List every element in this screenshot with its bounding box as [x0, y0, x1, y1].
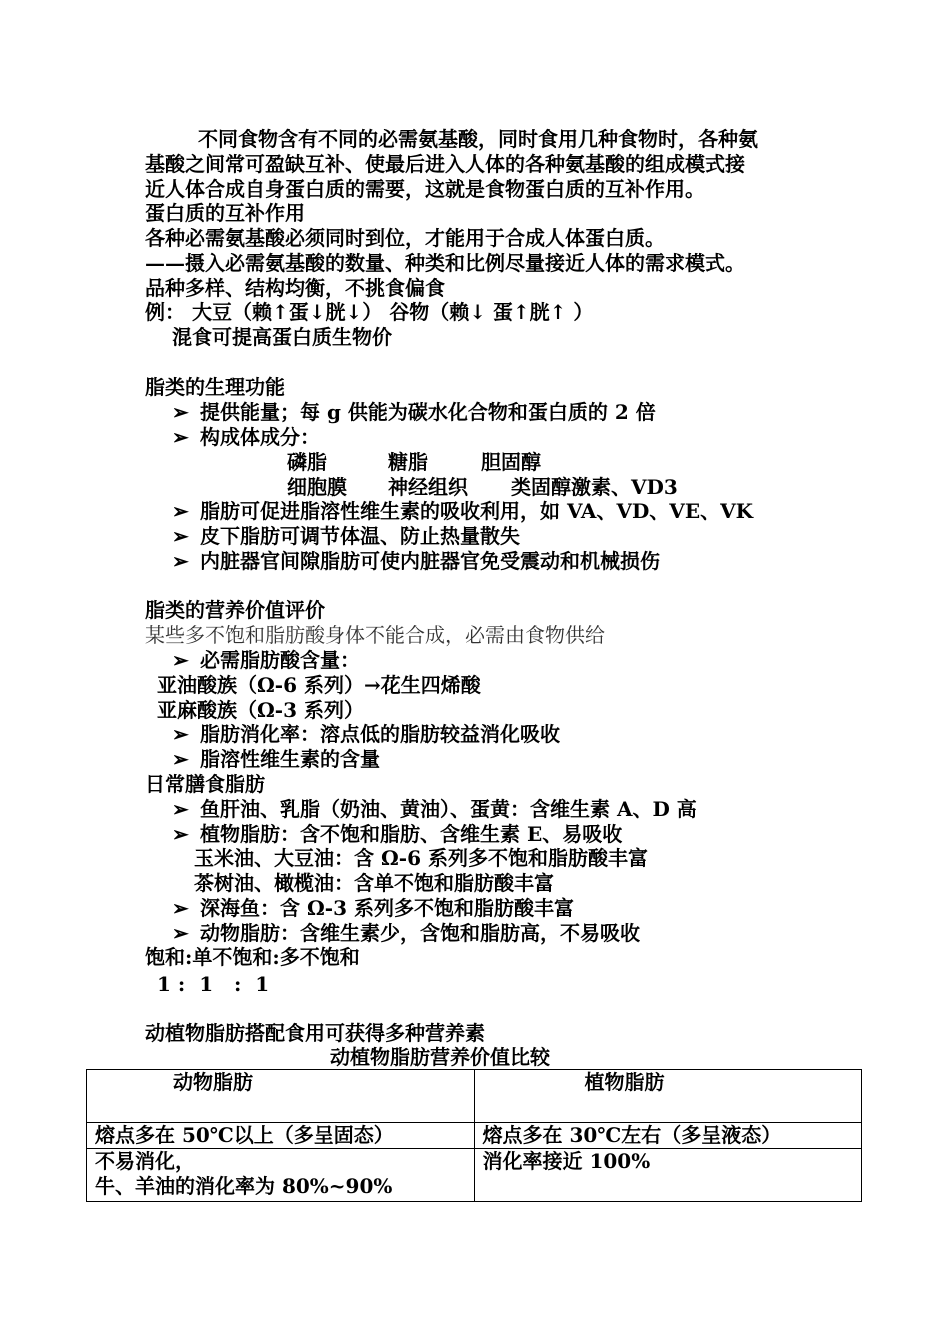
lipid-function-item: ➢ 构成体成分： [172, 425, 320, 449]
omega6-line: 亚油酸族（Ω-6 系列）→花生四烯酸 [157, 673, 481, 697]
component-cholesterol: 胆固醇 [481, 450, 541, 474]
daily-fat-sub-1: 玉米油、大豆油：含 Ω-6 系列多不饱和脂肪酸丰富 [194, 846, 648, 870]
daily-fat-item: ➢ 植物脂肪：含不饱和脂肪、含维生素 E、易吸收 [172, 822, 623, 846]
daily-fat-item: ➢ 鱼肝油、乳脂（奶油、黄油）、蛋黄：含维生素 A、D 高 [172, 797, 697, 821]
arrow-bullet-icon: ➢ [172, 747, 189, 771]
intro-line-1: 不同食物含有不同的必需氨基酸，同时食用几种食物时，各种氨 [198, 127, 758, 151]
daily-fat-sub-2: 茶树油、橄榄油：含单不饱和脂肪酸丰富 [194, 871, 554, 895]
lipid-function-item: ➢ 皮下脂肪可调节体温、防止热量散失 [172, 524, 520, 548]
arrow-bullet-icon: ➢ [172, 822, 189, 846]
protein-complement-heading: 蛋白质的互补作用 [145, 201, 305, 225]
protein-example: 例： 大豆（赖↑蛋↓胱↓） 谷物（赖↓ 蛋↑胱↑ ） [145, 300, 594, 324]
arrow-bullet-icon: ➢ [172, 921, 189, 945]
lipid-evaluation-item: ➢ 脂肪消化率：溶点低的脂肪较益消化吸收 [172, 722, 560, 746]
arrow-bullet-icon: ➢ [172, 425, 189, 449]
protein-complement-line-1: 各种必需氨基酸必须同时到位，才能用于合成人体蛋白质。 [145, 226, 665, 250]
arrow-bullet-icon: ➢ [172, 722, 189, 746]
arrow-bullet-icon: ➢ [172, 896, 189, 920]
combination-text: 动植物脂肪搭配食用可获得多种营养素 [145, 1021, 485, 1045]
table-row [87, 1123, 862, 1149]
table-cell: 消化率接近 100% [474, 1149, 862, 1202]
header-animal-fat: 动物脂肪 [87, 1070, 475, 1123]
lipid-evaluation-item: ➢ 脂溶性维生素的含量 [172, 747, 380, 771]
arrow-bullet-icon: ➢ [172, 524, 189, 548]
daily-fat-heading: 日常膳食脂肪 [145, 772, 265, 796]
lipid-evaluation-item: ➢ 必需脂肪酸含量： [172, 648, 360, 672]
fat-ratio-values: 1 : 1 : 1 [157, 972, 270, 996]
table-title: 动植物脂肪营养价值比较 [330, 1045, 550, 1069]
lipid-function-item: ➢ 内脏器官间隙脂肪可使内脏器官免受震动和机械损伤 [172, 549, 660, 573]
component-steroid-hormone: 类固醇激素、VD3 [511, 475, 678, 499]
protein-complement-line-3: 品种多样、结构均衡，不挑食偏食 [145, 276, 445, 300]
component-glycolipid: 糖脂 [388, 450, 428, 474]
lipid-function-item: ➢ 提供能量；每 g 供能为碳水化合物和蛋白质的 2 倍 [172, 400, 656, 424]
fat-ratio-label: 饱和:单不饱和:多不饱和 [145, 945, 360, 969]
lipid-function-item: ➢ 脂肪可促进脂溶性维生素的吸收利用，如 VA、VD、VE、VK [172, 499, 753, 523]
protein-conclusion: 混食可提高蛋白质生物价 [172, 325, 392, 349]
protein-complement-line-2: ——摄入必需氨基酸的数量、种类和比例尽量接近人体的需求模式。 [145, 251, 745, 275]
table-row [87, 1149, 862, 1202]
intro-line-3: 近人体合成自身蛋白质的需要，这就是食物蛋白质的互补作用。 [145, 177, 705, 201]
table-cell: 熔点多在 30℃左右（多呈液态） [474, 1123, 862, 1149]
component-cell-membrane: 细胞膜 [287, 475, 347, 499]
daily-fat-item: ➢ 动物脂肪：含维生素少，含饱和脂肪高，不易吸收 [172, 921, 640, 945]
intro-line-2: 基酸之间常可盈缺互补、使最后进入人体的各种氨基酸的组成模式接 [145, 152, 745, 176]
lipid-evaluation-note: 某些多不饱和脂肪酸身体不能合成，必需由食物供给 [145, 623, 605, 647]
arrow-bullet-icon: ➢ [172, 549, 189, 573]
fat-comparison-table [86, 1069, 862, 1202]
arrow-bullet-icon: ➢ [172, 648, 189, 672]
table-cell: 不易消化， 牛、羊油的消化率为 80%~90% [87, 1149, 475, 1202]
lipid-evaluation-heading: 脂类的营养价值评价 [145, 598, 325, 622]
component-phospholipid: 磷脂 [287, 450, 327, 474]
arrow-bullet-icon: ➢ [172, 797, 189, 821]
arrow-bullet-icon: ➢ [172, 400, 189, 424]
daily-fat-item: ➢ 深海鱼：含 Ω-3 系列多不饱和脂肪酸丰富 [172, 896, 574, 920]
lipid-functions-heading: 脂类的生理功能 [145, 375, 285, 399]
table-header-row [87, 1070, 862, 1123]
component-nerve-tissue: 神经组织 [388, 475, 468, 499]
arrow-bullet-icon: ➢ [172, 499, 189, 523]
header-plant-fat: 植物脂肪 [474, 1070, 862, 1123]
omega3-line: 亚麻酸族（Ω-3 系列） [157, 698, 364, 722]
table-cell: 熔点多在 50℃以上（多呈固态） [87, 1123, 475, 1149]
